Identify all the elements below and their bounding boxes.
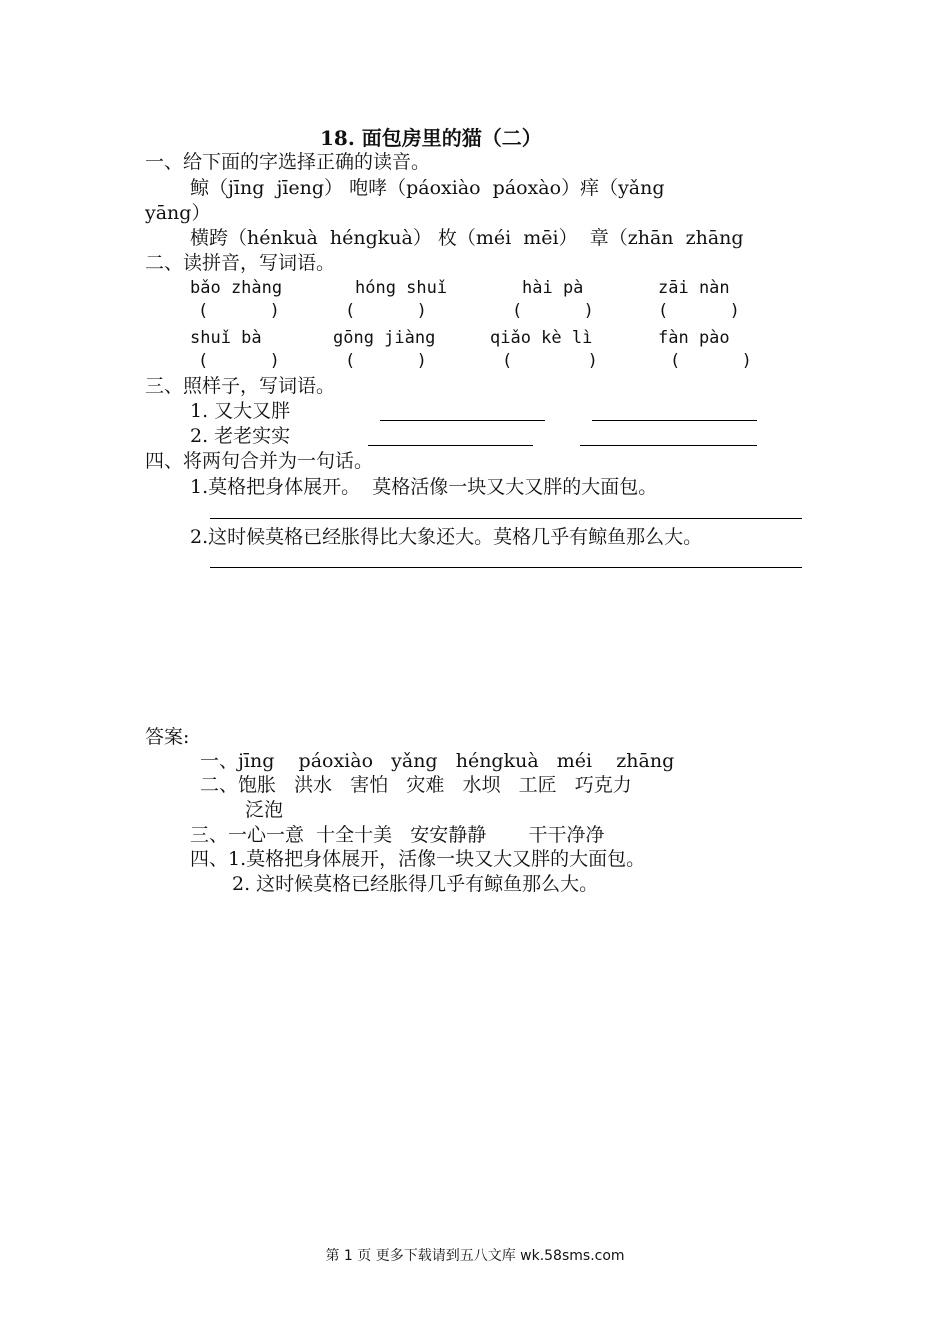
q1-line-2: 横跨（hénkuà héngkuà） 枚（méi mēi） 章（zhān zhāng [190,227,744,249]
answer-blank-paren[interactable]: ( ) [198,301,280,321]
page-title: 18. 面包房里的猫（二） [320,126,542,150]
answer-blank-paren[interactable]: ( ) [198,351,280,371]
q2-pinyin: bǎo zhàng [190,278,283,298]
answer-4-2: 2. 这时候莫格已经胀得几乎有鲸鱼那么大。 [232,873,599,895]
q2-heading: 二、读拼音，写词语。 [145,252,336,274]
answer-underline[interactable] [210,567,802,568]
q2-pinyin: fàn pào [658,328,730,348]
answer-underline[interactable] [580,445,757,446]
q2-pinyin: qiǎo kè lì [490,328,593,348]
q1-line-1: 鲸（jīng jīeng） 咆哮（páoxiào páoxào）痒（yǎng [190,177,665,199]
answer-underline[interactable] [368,445,533,446]
q3-item-2: 2. 老老实实 [190,425,291,447]
answer-blank-paren[interactable]: ( ) [658,301,740,321]
q2-pinyin: hóng shuǐ [355,278,448,298]
q1-heading: 一、给下面的字选择正确的读音。 [145,151,431,173]
q3-item-1: 1. 又大又胖 [190,400,291,422]
q1-line-1-continued: yāng） [145,202,211,224]
q4-item-1: 1.莫格把身体展开。 莫格活像一块又大又胖的大面包。 [190,476,658,498]
q2-pinyin: gōng jiàng [333,328,436,348]
answer-4-1: 四、1.莫格把身体展开，活像一块又大又胖的大面包。 [190,848,646,870]
q2-pinyin: hài pà [522,278,584,298]
page-footer: 第 1 页 更多下载请到五八文库 wk.58sms.com [325,1248,625,1264]
answer-blank-paren[interactable]: ( ) [502,351,600,371]
q3-heading: 三、照样子，写词语。 [145,375,336,397]
q2-pinyin: shuǐ bà [190,328,262,348]
answer-blank-paren[interactable]: ( ) [512,301,594,321]
answer-1: 一、jīng páoxiào yǎng héngkuà méi zhāng [200,750,675,772]
q4-item-2: 2.这时候莫格已经胀得比大象还大。莫格几乎有鲸鱼那么大。 [190,526,703,548]
answer-blank-paren[interactable]: ( ) [670,351,752,371]
answer-blank-paren[interactable]: ( ) [345,351,427,371]
answer-underline[interactable] [380,420,545,421]
answer-underline[interactable] [210,518,802,519]
q2-pinyin: zāi nàn [658,278,730,298]
answer-2: 二、饱胀 洪水 害怕 灾难 水坝 工匠 巧克力 [200,774,632,796]
answer-underline[interactable] [592,420,757,421]
answer-2-continued: 泛泡 [245,799,284,821]
q4-heading: 四、将两句合并为一句话。 [145,450,374,472]
answer-3: 三、一心一意 十全十美 安安静静 干干净净 [190,824,605,846]
answer-blank-paren[interactable]: ( ) [345,301,427,321]
answers-label: 答案: [145,726,190,748]
